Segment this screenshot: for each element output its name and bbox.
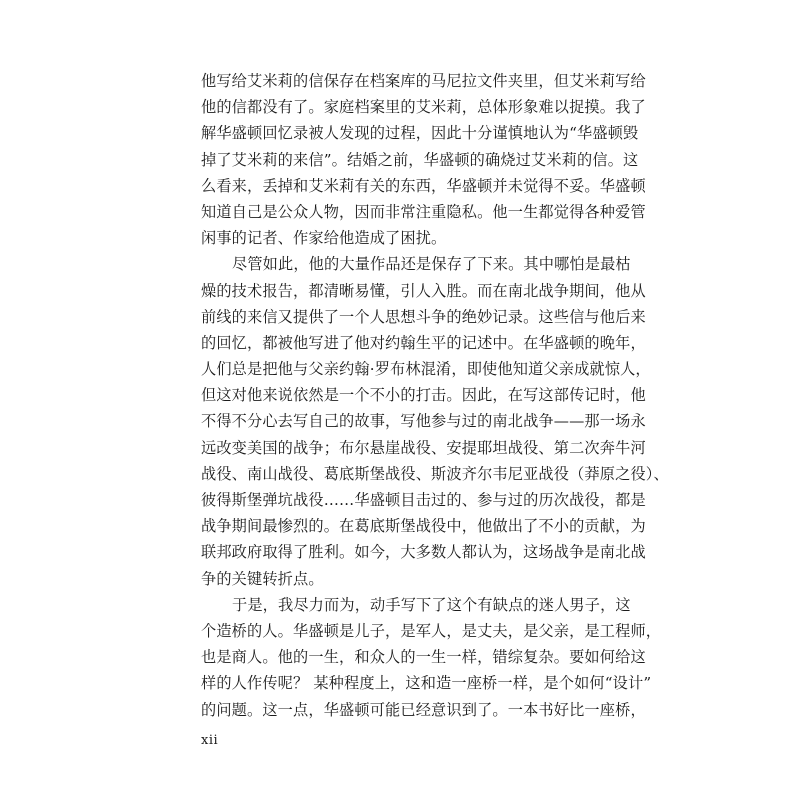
text-line: 么看来，丢掉和艾米莉有关的东西，华盛顿并未觉得不妥。华盛顿 (201, 176, 646, 195)
text-line: 掉了艾米莉的来信”。结婚之前，华盛顿的确烧过艾米莉的信。这 (201, 150, 639, 169)
text-line: 远改变美国的战争；布尔悬崖战役、安提耶坦战役、第二次奔牛河 (201, 438, 646, 457)
text-line: 人们总是把他与父亲约翰·罗布林混淆，即使他知道父亲成就惊人， (201, 360, 651, 379)
text-line: 不得不分心去写自己的故事，写他参与过的南北战争——那一场永 (201, 412, 646, 431)
text-line: 也是商人。他的一生，和众人的一生一样，错综复杂。要如何给这 (201, 648, 646, 667)
text-line: 他写给艾米莉的信保存在档案库的马尼拉文件夹里，但艾米莉写给 (201, 72, 646, 90)
text-line: 战役、南山战役、葛底斯堡战役、斯波齐尔韦尼亚战役（莽原之役）、 (201, 464, 669, 483)
paragraph-2 (201, 251, 669, 591)
text-line: 闲事的记者、作家给他造成了困扰。 (201, 229, 447, 248)
text-line: 争的关键转折点。 (201, 569, 324, 588)
text-line: 联邦政府取得了胜利。如今，大多数人都认为，这场战争是南北战 (201, 543, 646, 562)
page-number: xii (201, 733, 219, 748)
text-line: 战争期间最惨烈的。在葛底斯堡战役中，他做出了不小的贡献，为 (201, 517, 646, 536)
text-line: 前线的来信又提供了一个人思想斗争的绝妙记录。这些信与他后来 (201, 307, 646, 326)
paragraph-3 (201, 592, 662, 723)
text-line: 燥的技术报告，都清晰易懂，引人入胜。而在南北战争期间，他从 (201, 281, 646, 300)
body-text (201, 68, 669, 723)
text-line: 于是，我尽力而为，动手写下了这个有缺点的迷人男子，这 (232, 595, 631, 614)
text-line: 的问题。这一点，华盛顿可能已经意识到了。一本书好比一座桥， (201, 700, 646, 719)
text-line: 个造桥的人。华盛顿是儿子，是军人，是丈夫，是父亲，是工程师， (201, 621, 662, 640)
text-line: 知道自己是公众人物，因而非常注重隐私。他一生都觉得各种爱管 (201, 202, 646, 221)
paragraph-1 (201, 68, 646, 251)
text-line: 样的人作传呢？ 某种程度上，这和造一座桥一样，是个如何“设计” (201, 674, 652, 693)
text-line: 的回忆，都被他写进了他对约翰生平的记述中。在华盛顿的晚年， (201, 333, 646, 352)
text-line: 他的信都没有了。家庭档案里的艾米莉，总体形象难以捉摸。我了 (201, 98, 646, 117)
text-line: 解华盛顿回忆录被人发现的过程，因此十分谨慎地认为“华盛顿毁 (201, 124, 639, 143)
text-line: 尽管如此，他的大量作品还是保存了下来。其中哪怕是最枯 (232, 255, 631, 274)
text-line: 彼得斯堡弹坑战役……华盛顿目击过的、参与过的历次战役，都是 (201, 491, 646, 509)
text-line: 但这对他来说依然是一个不小的打击。因此，在写这部传记时，他 (201, 386, 646, 405)
